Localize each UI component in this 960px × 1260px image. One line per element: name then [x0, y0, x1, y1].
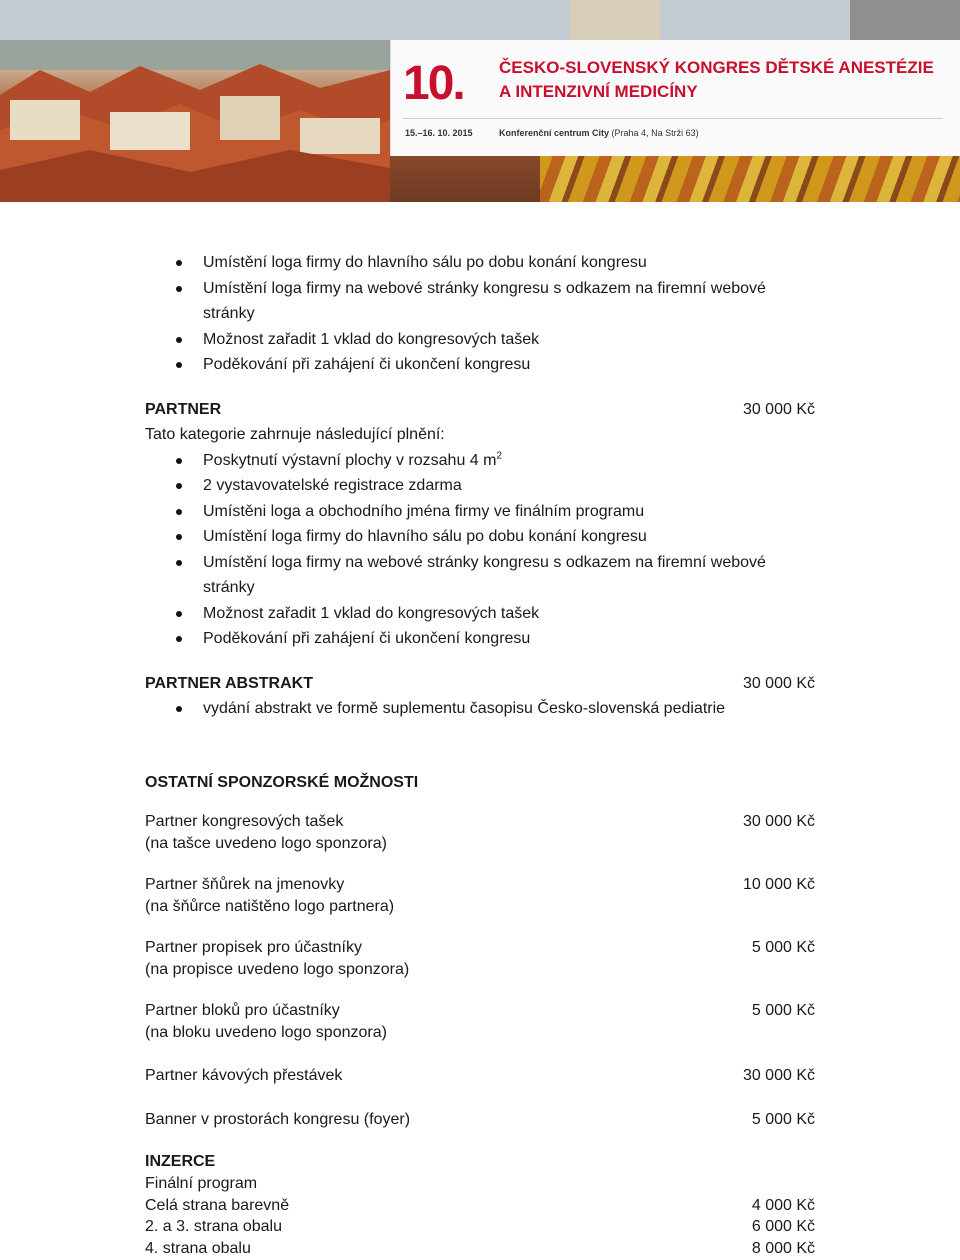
- sponsor-item: [145, 874, 815, 917]
- list-item: Umístění loga firmy na webové stránky kongresu s odkazem na firemní webové stránky: [145, 276, 815, 327]
- congress-dates: 15.–16. 10. 2015: [405, 128, 473, 138]
- list-item: Umístěni loga a obchodního jména firmy ve finálním programu: [145, 499, 815, 525]
- sponsor-item-name: Partner bloků pro účastníky: [145, 1002, 340, 1019]
- list-item: Umístění loga firmy do hlavního sálu po dobu konání kongresu: [145, 250, 815, 276]
- list-item: Poděkování při zahájení či ukončení kongresu: [145, 352, 815, 378]
- sponsor-item-name: Banner v prostorách kongresu (foyer): [145, 1110, 411, 1128]
- sponsor-item: [145, 1000, 815, 1043]
- partner-abstrakt-price: 30 000 Kč: [742, 674, 815, 692]
- congress-title-line1: ČESKO-SLOVENSKÝ KONGRES DĚTSKÉ ANESTÉZIE: [499, 58, 934, 77]
- partner-price: 30 000 Kč: [742, 400, 815, 418]
- congress-venue: [499, 128, 699, 138]
- list-item: Možnost zařadit 1 vklad do kongresových tašek: [145, 601, 815, 627]
- congress-logo: [390, 40, 960, 156]
- sponsor-item-price: 10 000 Kč: [742, 876, 815, 893]
- partner-header: [145, 397, 815, 423]
- venue-address: (Praha 4, Na Strži 63): [611, 128, 699, 138]
- list-item: 2 vystavovatelské registrace zdarma: [145, 473, 815, 499]
- inzerce-title: INZERCE: [145, 1153, 216, 1170]
- area-superscript: 2: [496, 450, 503, 462]
- inzerce-item: [145, 1195, 815, 1217]
- autumn-leaves-decoration: [540, 150, 960, 202]
- list-item: Poděkování při zahájení či ukončení kongresu: [145, 626, 815, 652]
- list-item: [145, 448, 815, 474]
- partner-bullet-list: [145, 448, 815, 652]
- sponsor-item-price: 30 000 Kč: [742, 813, 815, 830]
- list-item: Umístění loga firmy na webové stránky kongresu s odkazem na firemní webové stránky: [145, 550, 815, 601]
- inzerce-item: [145, 1238, 815, 1260]
- inzerce-item: [145, 1216, 815, 1238]
- sponsor-item-note: (na tašce uvedeno logo sponzora): [145, 834, 387, 852]
- inzerce-item-name: 2. a 3. strana obalu: [145, 1218, 282, 1236]
- partner-intro: Tato kategorie zahrnuje následující plnění:: [145, 426, 445, 443]
- list-item: Umístění loga firmy do hlavního sálu po dobu konání kongresu: [145, 524, 815, 550]
- sponsor-item-name: Partner propisek pro účastníky: [145, 939, 362, 956]
- partner-abstrakt-list: [145, 696, 815, 722]
- area-text: Poskytnutí výstavní plochy v rozsahu 4 m: [203, 451, 497, 469]
- inzerce-item-name: 4. strana obalu: [145, 1240, 251, 1258]
- sponsor-item-name: Partner kongresových tašek: [145, 813, 344, 830]
- ostatni-title: OSTATNÍ SPONZORSKÉ MOŽNOSTI: [145, 773, 419, 791]
- document-body: [145, 250, 815, 1260]
- inzerce-section: [145, 1151, 815, 1260]
- venue-name: Konferenční centrum City: [499, 128, 610, 138]
- sponsor-item-name: Partner kávových přestávek: [145, 1067, 343, 1084]
- inzerce-subtitle: Finální program: [145, 1174, 258, 1192]
- sponsor-item: [145, 1109, 815, 1131]
- sponsor-item: [145, 1065, 815, 1087]
- logo-divider: [403, 118, 943, 119]
- congress-title-line2: A INTENZIVNÍ MEDICÍNY: [499, 82, 698, 101]
- sponsor-item-price: 30 000 Kč: [742, 1067, 815, 1084]
- list-item: Možnost zařadit 1 vklad do kongresových tašek: [145, 327, 815, 353]
- inzerce-item-price: 6 000 Kč: [751, 1218, 815, 1236]
- sponsor-item-price: 5 000 Kč: [751, 939, 815, 956]
- sponsor-item: [145, 937, 815, 980]
- top-bullet-list: [145, 250, 815, 378]
- congress-number: 10.: [403, 57, 464, 110]
- sponsor-item-note: (na bloku uvedeno logo sponzora): [145, 1023, 387, 1041]
- inzerce-item-price: 8 000 Kč: [751, 1240, 815, 1258]
- sponsor-item-note: (na šňůrce natištěno logo partnera): [145, 897, 395, 915]
- partner-abstrakt-title: PARTNER ABSTRAKT: [145, 674, 313, 692]
- sponsor-item: [145, 811, 815, 854]
- partner-abstrakt-header: [145, 671, 815, 697]
- inzerce-item-price: 4 000 Kč: [751, 1196, 815, 1214]
- header-banner: [0, 0, 960, 202]
- sponsor-item-price: 5 000 Kč: [751, 1110, 815, 1128]
- sponsor-item-note: (na propisce uvedeno logo sponzora): [145, 960, 410, 978]
- partner-title: PARTNER: [145, 400, 222, 418]
- sponsor-item-price: 5 000 Kč: [751, 1002, 815, 1019]
- sponsor-item-name: Partner šňůrek na jmenovky: [145, 876, 345, 893]
- list-item: vydání abstrakt ve formě suplementu časopisu Česko-slovenská pediatrie: [145, 696, 815, 722]
- inzerce-item-name: Celá strana barevně: [145, 1196, 290, 1214]
